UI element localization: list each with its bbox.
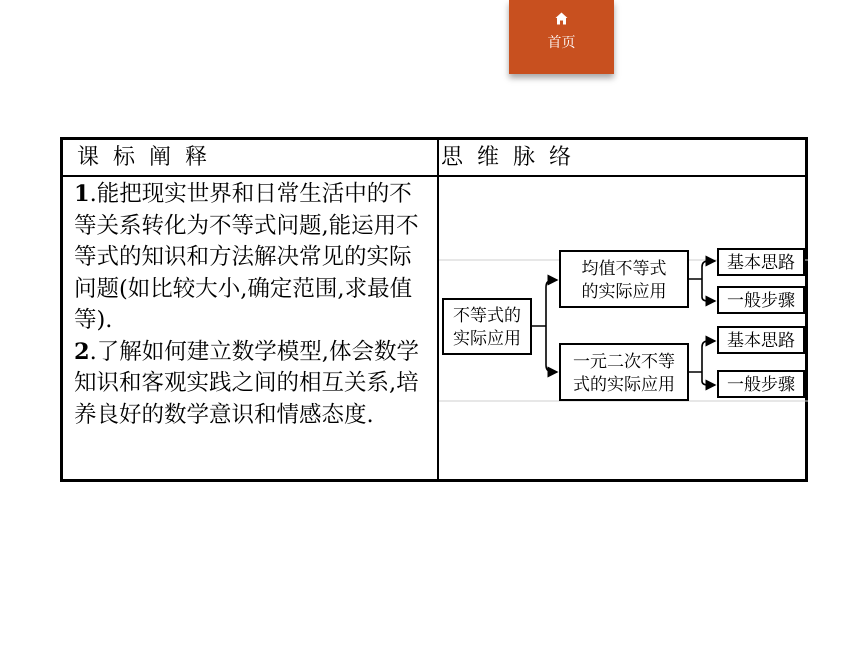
svg-text:均值不等式: 均值不等式 (581, 259, 667, 279)
home-label: 首页 (547, 35, 576, 51)
mindmap-leaf-1-2 (718, 287, 804, 313)
goal-text: .能把现实世界和日常生活中的不等关系转化为不等式问题,能运用不等式的知识和方法解决常见的实际问题(如比较大小,确定范围,求最值等). (74, 181, 419, 333)
svg-text:一元二次不等: 一元二次不等 (573, 352, 675, 372)
mindmap-leaf-2-2 (718, 371, 804, 397)
svg-text:的实际应用: 的实际应用 (581, 282, 667, 302)
svg-text:基本思路: 基本思路 (727, 253, 795, 273)
content-table (60, 137, 808, 482)
goal-number: 2 (74, 338, 90, 365)
mindmap-branch-1 (560, 251, 688, 307)
mindmap-branch-2 (560, 344, 688, 400)
svg-text:式的实际应用: 式的实际应用 (573, 375, 675, 395)
header-thinking-context: 思维脉络 (441, 145, 586, 170)
goal-item-1 (74, 179, 424, 337)
mind-map (439, 177, 808, 479)
svg-text:不等式的: 不等式的 (453, 306, 521, 326)
goal-text: .了解如何建立数学模型,体会数学知识和客观实践之间的相互关系,培养良好的数学意识和情感态度. (74, 338, 419, 428)
home-button[interactable] (509, 0, 614, 74)
mindmap-leaf-2-1 (718, 327, 804, 353)
goal-number: 1 (74, 181, 90, 207)
mindmap-leaf-1-1 (718, 249, 804, 275)
mindmap-root (443, 299, 531, 354)
header-curriculum-interpretation: 课标阐释 (77, 145, 222, 170)
learning-goals (74, 179, 424, 431)
svg-text:基本思路: 基本思路 (727, 331, 795, 351)
svg-text:一般步骤: 一般步骤 (727, 375, 795, 395)
svg-text:实际应用: 实际应用 (453, 329, 521, 349)
home-icon (555, 12, 568, 25)
svg-text:一般步骤: 一般步骤 (727, 291, 795, 311)
goal-item-2 (74, 337, 424, 432)
